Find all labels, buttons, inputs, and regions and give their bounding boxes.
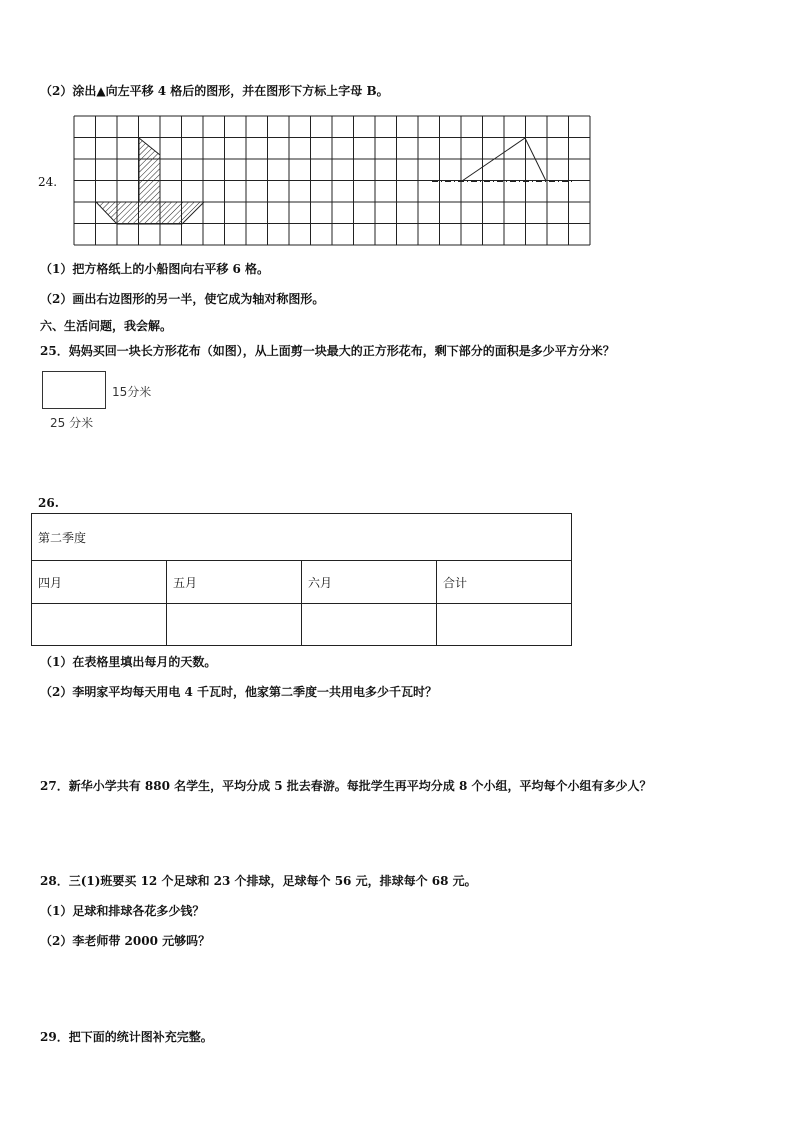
q25-text: 25．妈妈买回一块长方形花布（如图），从上面剪一块最大的正方形花布，剩下部分的面积是多少平方分米？ (40, 344, 615, 358)
q23-part2: （2）涂出▲向左平移 4 格后的图形，并在图形下方标上字母 B。 (40, 84, 389, 98)
q26-header-april: 四月 (32, 561, 167, 604)
q27-text: 27．新华小学共有 880 名学生，平均分成 5 批去春游。每批学生再平均分成 8 个小组，平均每个小组有多少人？ (40, 779, 652, 793)
boat-sail-shape (139, 138, 160, 202)
q26-number: 26. (38, 496, 59, 510)
q28-part1: （1）足球和排球各花多少钱？ (40, 904, 205, 918)
q26-header-total: 合计 (437, 561, 572, 604)
q24-part2: （2）画出右边图形的另一半，使它成为轴对称图形。 (40, 292, 325, 306)
q26-cell-june[interactable] (302, 604, 437, 646)
q25-height-label: 15分米 (112, 385, 152, 399)
q26-cell-total[interactable] (437, 604, 572, 646)
q24-number: 24. (38, 175, 58, 189)
q26-part2: （2）李明家平均每天用电 4 千瓦时，他家第二季度一共用电多少千瓦时？ (40, 685, 438, 699)
q26-cell-may[interactable] (167, 604, 302, 646)
q26-cell-april[interactable] (32, 604, 167, 646)
q28-part2: （2）李老师带 2000 元够吗？ (40, 934, 211, 948)
section6-title: 六、生活问题，我会解。 (40, 319, 173, 333)
q25-width-label: 25 分米 (50, 416, 94, 430)
q26-table-title: 第二季度 (32, 514, 572, 561)
boat-hull-shape (96, 202, 204, 224)
q26-header-june: 六月 (302, 561, 437, 604)
q26-part1: （1）在表格里填出每月的天数。 (40, 655, 217, 669)
q24-grid-figure (0, 0, 794, 260)
q25-rectangle (42, 371, 106, 409)
q28-text: 28．三(1)班要买 12 个足球和 23 个排球，足球每个 56 元，排球每个 68 元。 (40, 874, 477, 888)
q26-table (31, 513, 572, 646)
q24-part1: （1）把方格纸上的小船图向右平移 6 格。 (40, 262, 270, 276)
q29-text: 29．把下面的统计图补充完整。 (40, 1030, 213, 1044)
q26-header-may: 五月 (167, 561, 302, 604)
